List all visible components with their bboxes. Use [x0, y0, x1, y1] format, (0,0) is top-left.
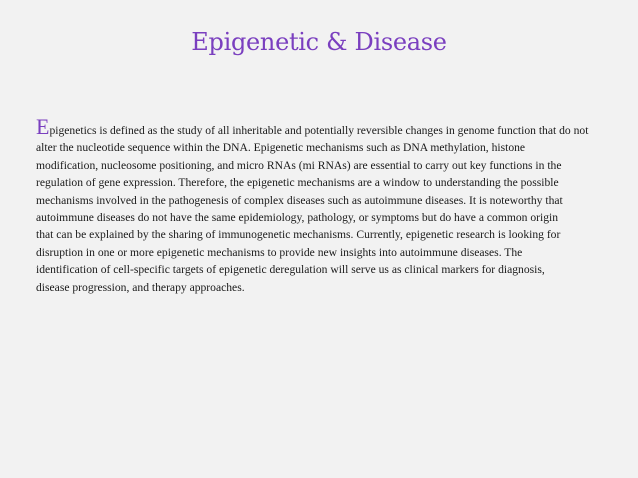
paragraph-line-7: that can be explained by the sharing of immunogenetic mechanisms. Currently, epigenetic research is looking for — [36, 228, 561, 242]
paragraph-line-2: alter the nucleotide sequence within the DNA. Epigenetic mechanisms such as DNA methylation, histone — [36, 141, 526, 155]
drop-cap: E — [36, 114, 50, 139]
slide-title: Epigenetic & Disease — [191, 28, 447, 56]
paragraph-line-8: disruption in one or more epigenetic mechanisms to provide new insights into autoimmune diseases. The — [36, 245, 523, 259]
paragraph-line-9: identification of cell-specific targets of epigenetic deregulation will serve us as clinical markers for diagnosis, — [36, 263, 545, 277]
paragraph-line-10: disease progression, and therapy approaches. — [36, 280, 245, 294]
paragraph-line-text: pigenetics is defined as the study of all inheritable and potentially reversible changes in genome function that do not — [49, 124, 589, 137]
paragraph-line-4: regulation of gene expression. Therefore, the epigenetic mechanisms are a window to understanding the possible — [36, 176, 559, 190]
paragraph-line-1 — [36, 114, 608, 139]
paragraph-line-5: mechanisms involved in the pathogenesis of complex diseases such as autoimmune diseases. It is noteworthy that — [36, 193, 563, 207]
body-paragraph — [36, 114, 608, 296]
paragraph-line-3: modification, nucleosome positioning, and micro RNAs (mi RNAs) are essential to carry out key functions in the — [36, 158, 562, 172]
paragraph-line-6: autoimmune diseases do not have the same epidemiology, pathology, or symptoms but do have a common origin — [36, 211, 559, 225]
